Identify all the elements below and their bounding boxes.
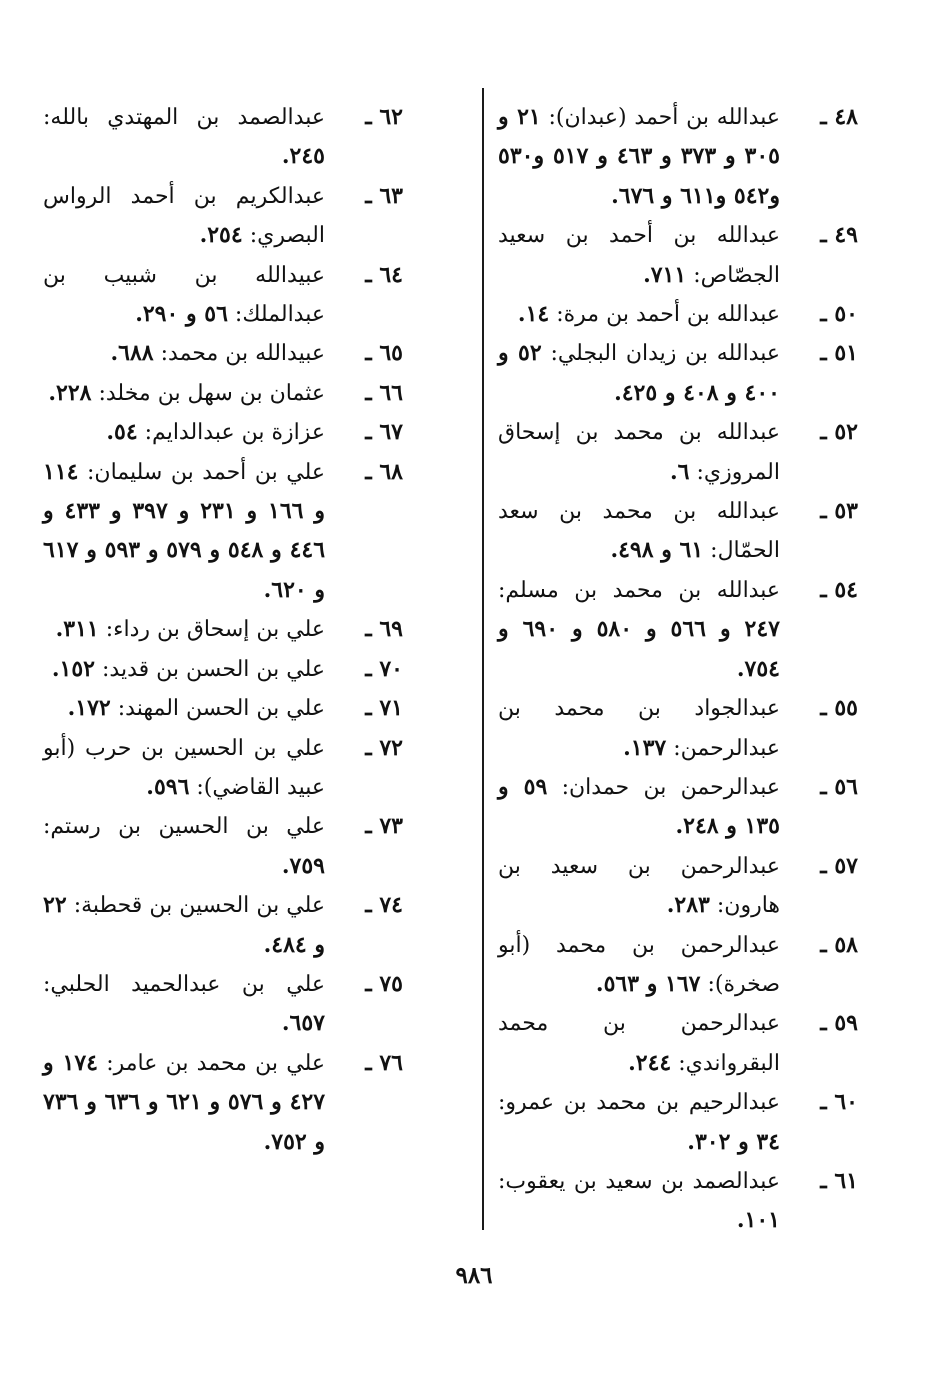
entry-name: عبدالله بن أحمد (عبدان): xyxy=(548,105,780,130)
entry-name: علي بن الحسين بن قحطبة: xyxy=(73,893,325,919)
entry-text xyxy=(498,334,780,413)
entry-number: ٧٦ ـ xyxy=(365,1049,403,1076)
entry-text xyxy=(43,334,325,373)
entry-pages: ٥٤. xyxy=(106,419,138,446)
index-entry xyxy=(43,650,403,689)
entry-text xyxy=(43,610,325,649)
entry-number: ٦٩ ـ xyxy=(365,616,403,643)
entry-name: عبدالله بن محمد بن سعد الحمّال: xyxy=(498,499,780,564)
entry-name: عبيدالله بن شبيب بن عبدالملك: xyxy=(43,262,325,328)
index-entry xyxy=(43,807,403,886)
entry-pages: ٢٥٤. xyxy=(199,222,243,249)
entry-number: ٦٦ ـ xyxy=(365,379,403,406)
entry-pages: ٦. xyxy=(669,458,690,485)
entry-text xyxy=(498,295,780,334)
index-entry xyxy=(498,926,858,1005)
entry-pages: ٦٨٨. xyxy=(110,340,154,367)
index-entry xyxy=(498,847,858,926)
entry-number: ٧٠ ـ xyxy=(365,655,403,682)
index-entry xyxy=(498,689,858,768)
entry-name: عبدالله بن أحمد بن سعيد الجصّاص: xyxy=(498,223,780,288)
entry-number: ٥٨ ـ xyxy=(820,931,858,958)
entry-text xyxy=(43,453,325,611)
entry-text xyxy=(498,847,780,926)
right-column xyxy=(498,98,858,1241)
column-divider xyxy=(482,88,484,1230)
entry-pages: ٦١ و ٤٩٨. xyxy=(610,537,704,564)
index-entry xyxy=(43,453,403,611)
entry-pages: ٢٢ و ٤٨٤. xyxy=(43,892,325,958)
index-entry xyxy=(498,768,858,847)
entry-number: ٥٢ ـ xyxy=(820,419,858,446)
entry-pages: ٢٤٥. xyxy=(281,143,325,170)
entry-number: ٦٣ ـ xyxy=(365,182,403,209)
entry-pages: ٥٩٦. xyxy=(146,773,190,800)
entry-text xyxy=(43,886,325,965)
index-entry xyxy=(43,729,403,808)
entry-text xyxy=(498,1162,780,1241)
index-entry xyxy=(43,177,403,256)
entry-pages: ٦٥٧. xyxy=(281,1010,325,1037)
index-entry xyxy=(43,1044,403,1162)
entry-number: ٧١ ـ xyxy=(365,695,403,722)
entry-pages: ٧١١. xyxy=(643,261,687,288)
entry-text xyxy=(43,374,325,413)
entry-name: علي بن أحمد بن سليمان: xyxy=(87,459,325,485)
entry-text xyxy=(43,965,325,1044)
entry-name: عبدالصمد بن المهتدي بالله: xyxy=(43,105,325,130)
index-entry xyxy=(43,413,403,452)
entry-name: عبدالصمد بن سعيد بن يعقوب: xyxy=(498,1168,780,1194)
page-number: ٩٨٦ xyxy=(455,1262,493,1289)
entry-pages: ١١٤ و ١٦٦ و ٢٣١ و ٣٩٧ و ٤٣٣ و ٤٤٦ و ٥٤٨ و ٥٧٩ و ٥٩٣ و ٦١٧ و ٦٢٠. xyxy=(43,458,326,603)
entry-number: ٧٢ ـ xyxy=(365,734,403,761)
entry-text xyxy=(43,1044,325,1162)
entry-pages: ٢٨٣. xyxy=(666,892,710,919)
left-column xyxy=(43,98,403,1162)
entry-name: عبدالرحمن بن محمد (أبو صخرة): xyxy=(498,932,780,997)
entry-pages: ٥٩ و ١٣٥ و ٢٤٨. xyxy=(498,773,780,840)
entry-pages: ٢١ و ٣٠٥ و ٣٧٣ و ٤٦٣ و ٥١٧ و٥٣٠ و٥٤٢ و٦١١ و ٦٧٦. xyxy=(498,104,780,209)
entry-pages: ٣٤ و ٣٠٢. xyxy=(687,1128,780,1155)
entry-number: ٦٨ ـ xyxy=(365,458,403,485)
entry-name: عبدالله بن زيدان البجلي: xyxy=(550,341,780,367)
entry-number: ٥٤ ـ xyxy=(820,576,858,603)
entry-text xyxy=(498,492,780,571)
index-entry xyxy=(498,571,858,689)
entry-name: علي بن إسحاق بن رداء: xyxy=(105,617,325,643)
entry-number: ٥٠ ـ xyxy=(820,301,858,328)
entry-name: علي بن الحسين بن حرب (أبو عبيد القاضي): xyxy=(43,735,325,800)
index-entry xyxy=(498,492,858,571)
entry-name: عبدالله بن محمد بن مسلم: xyxy=(498,577,780,603)
entry-pages: ١٧٢. xyxy=(67,695,111,722)
entry-text xyxy=(43,807,325,886)
entry-text xyxy=(498,689,780,768)
entry-name: عبدالله بن أحمد بن مرة: xyxy=(556,302,780,328)
entry-name: عبدالجواد بن محمد بن عبدالرحمن: xyxy=(498,696,780,761)
entry-number: ٤٨ ـ xyxy=(820,104,858,130)
entry-pages: ٥٢ و ٤٠٠ و ٤٠٨ و ٤٢٥. xyxy=(498,340,780,406)
entry-pages: ١٧٤ و ٤٢٧ و ٥٧٦ و ٦٢١ و ٦٣٦ و ٧٣٦ و ٧٥٢. xyxy=(43,1049,326,1155)
index-entry xyxy=(498,334,858,413)
entry-name: عبدالرحمن بن سعيد بن هارون: xyxy=(498,853,780,919)
entry-pages: ١٥٢. xyxy=(51,655,95,682)
index-entry xyxy=(498,1083,858,1162)
entry-number: ٧٣ ـ xyxy=(365,813,403,840)
index-entry xyxy=(43,374,403,413)
index-entry xyxy=(43,610,403,649)
entry-pages: ٢٤٧ و ٥٦٦ و ٥٨٠ و ٦٩٠ و ٧٥٤. xyxy=(498,616,780,682)
index-entry xyxy=(498,295,858,334)
index-entry xyxy=(498,98,858,216)
entry-pages: ١٣٧. xyxy=(623,734,667,761)
entry-name: عبدالرحمن بن محمد البقرواندي: xyxy=(498,1011,780,1076)
entry-number: ٦٧ ـ xyxy=(365,419,403,446)
entry-name: عبدالكريم بن أحمد الرواس البصري: xyxy=(43,183,325,249)
entry-number: ٦٠ ـ xyxy=(820,1089,858,1116)
entry-text xyxy=(498,413,780,492)
entry-pages: ٥٦ و ٢٩٠. xyxy=(135,301,228,328)
entry-number: ٥٧ ـ xyxy=(820,852,858,879)
index-entry xyxy=(43,256,403,335)
entry-name: عبدالله بن محمد بن إسحاق المروزي: xyxy=(498,420,780,485)
entry-number: ٥١ ـ xyxy=(820,340,858,367)
entry-text xyxy=(43,650,325,689)
index-entry xyxy=(43,689,403,728)
entry-name: علي بن عبدالحميد الحلبي: xyxy=(43,971,325,997)
entry-text xyxy=(43,729,325,808)
entry-number: ٧٥ ـ xyxy=(365,970,403,997)
entry-pages: ١٦٧ و ٥٦٣. xyxy=(595,970,701,997)
entry-pages: ٣١١. xyxy=(55,616,99,643)
entry-text xyxy=(498,571,780,689)
index-entry xyxy=(43,965,403,1044)
index-entry xyxy=(43,886,403,965)
entry-text xyxy=(498,926,780,1005)
entry-pages: ٧٥٩. xyxy=(281,852,325,879)
entry-pages: ٢٤٤. xyxy=(628,1049,672,1076)
index-entry xyxy=(43,98,403,177)
entry-name: عبدالرحيم بن محمد بن عمرو: xyxy=(498,1090,780,1116)
entry-pages: ١٤. xyxy=(517,301,550,328)
entry-name: علي بن محمد بن عامر: xyxy=(106,1050,325,1076)
index-entry xyxy=(498,413,858,492)
entry-number: ٦٤ ـ xyxy=(365,261,403,288)
entry-name: عبدالرحمن بن حمدان: xyxy=(561,774,780,800)
entry-text xyxy=(43,413,325,452)
entry-pages: ١٠١. xyxy=(736,1207,780,1234)
entry-number: ٥٩ ـ xyxy=(820,1010,858,1037)
entry-name: عثمان بن سهل بن مخلد: xyxy=(98,380,325,406)
entry-text xyxy=(498,768,780,847)
index-entry xyxy=(498,216,858,295)
entry-pages: ٢٢٨. xyxy=(48,379,92,406)
entry-number: ٦٢ ـ xyxy=(365,104,403,130)
entry-text xyxy=(43,98,325,177)
entry-text xyxy=(43,689,325,728)
index-entry xyxy=(43,334,403,373)
entry-name: علي بن الحسن بن قديد: xyxy=(102,656,325,682)
index-entry xyxy=(498,1004,858,1083)
entry-text xyxy=(498,1004,780,1083)
entry-name: علي بن الحسين بن رستم: xyxy=(43,814,325,840)
entry-number: ٦١ ـ xyxy=(820,1167,858,1194)
entry-text xyxy=(498,216,780,295)
entry-number: ٧٤ ـ xyxy=(365,892,403,919)
entry-text xyxy=(43,177,325,256)
entry-number: ٥٣ ـ xyxy=(820,498,858,525)
entry-number: ٦٥ ـ xyxy=(365,340,403,367)
entry-number: ٥٦ ـ xyxy=(820,773,858,800)
entry-name: عزازة بن عبدالدايم: xyxy=(144,420,325,446)
entry-name: علي بن الحسن المهند: xyxy=(117,696,325,722)
entry-text xyxy=(498,98,780,216)
index-entry xyxy=(498,1162,858,1241)
entry-name: عبيدالله بن محمد: xyxy=(160,341,325,367)
entry-number: ٤٩ ـ xyxy=(820,222,858,249)
entry-text xyxy=(43,256,325,335)
entry-number: ٥٥ ـ xyxy=(820,695,858,722)
entry-text xyxy=(498,1083,780,1162)
